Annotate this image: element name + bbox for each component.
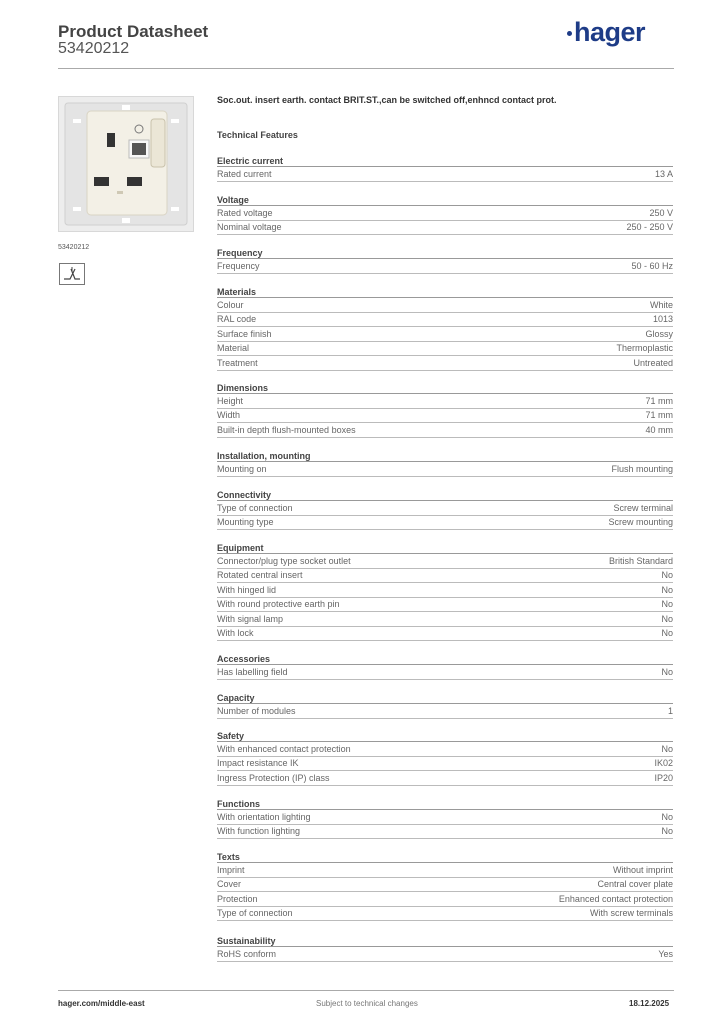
footer-website: hager.com/middle-east [58,999,145,1008]
dimmer-symbol-icon [59,263,85,285]
spec-label: Number of modules [217,705,296,716]
spec-row [217,259,673,274]
spec-row [217,907,673,922]
spec-value: No [661,666,673,677]
spec-label: Protection [217,893,258,904]
section-title: Materials [217,286,673,298]
spec-row [217,356,673,371]
spec-row [217,313,673,328]
spec-row [217,501,673,516]
logo-text: hager [574,17,646,47]
spec-label: Rated current [217,168,272,179]
spec-label: Rated voltage [217,207,273,218]
spec-row [217,878,673,893]
spec-section [217,798,673,839]
spec-label: Surface finish [217,328,272,339]
product-description: Soc.out. insert earth. contact BRIT.ST.,can be switched off,enhncd contact prot. [217,95,557,105]
spec-label: Ingress Protection (IP) class [217,772,330,783]
spec-value: Screw mounting [608,517,673,528]
header-divider [58,68,674,69]
spec-value: 250 - 250 V [626,222,673,233]
section-title: Safety [217,730,673,742]
spec-label: Imprint [217,864,245,875]
spec-label: Material [217,343,250,354]
spec-row [217,327,673,342]
spec-label: Cover [217,879,242,890]
spec-row [217,394,673,409]
spec-label: RAL code [217,314,257,325]
section-title: Accessories [217,653,673,665]
technical-features-heading: Technical Features [217,130,298,140]
spec-row [217,612,673,627]
spec-value: Flush mounting [611,463,673,474]
spec-value: 13 A [654,168,673,179]
spec-row [217,757,673,772]
spec-label: Colour [217,299,244,310]
spec-row [217,810,673,825]
spec-row [217,825,673,840]
spec-value: No [661,613,673,624]
spec-value: No [661,743,673,754]
section-title: Capacity [217,692,673,704]
spec-row [217,569,673,584]
spec-value: 40 mm [645,424,673,435]
spec-row [217,206,673,221]
spec-value: No [661,826,673,837]
footer-date: 18.12.2025 [629,999,670,1008]
spec-section [217,382,673,438]
section-title: Dimensions [217,382,673,394]
section-title: Sustainability [217,935,673,947]
spec-label: Treatment [217,357,258,368]
page-title: Product Datasheet [58,22,209,41]
spec-row [217,221,673,236]
spec-value: Enhanced contact protection [558,893,673,904]
spec-label: With lock [217,628,254,639]
spec-section [217,286,673,371]
spec-label: RoHS conform [217,948,277,959]
spec-row [217,583,673,598]
spec-row [217,167,673,182]
spec-label: With function lighting [217,826,301,837]
logo-dot-icon [567,31,572,36]
spec-label: Width [217,410,241,421]
spec-value: British Standard [608,555,673,566]
spec-row [217,742,673,757]
spec-value: Glossy [645,328,673,339]
hager-logo [567,17,645,48]
product-image [58,96,194,232]
spec-value: Untreated [633,357,673,368]
spec-row [217,409,673,424]
spec-value: 1013 [652,314,673,325]
spec-value: Thermoplastic [616,343,673,354]
spec-value: IK02 [654,758,673,769]
spec-label: Connector/plug type socket outlet [217,555,351,566]
spec-row [217,704,673,719]
photo-caption: 53420212 [58,244,90,251]
spec-value: No [661,628,673,639]
spec-row [217,462,673,477]
spec-label: Has labelling field [217,666,288,677]
spec-value: No [661,584,673,595]
section-title: Electric current [217,155,673,167]
spec-row [217,892,673,907]
spec-label: Mounting type [217,517,274,528]
spec-value: Central cover plate [597,879,673,890]
spec-label: Type of connection [217,502,293,513]
spec-section [217,935,673,962]
spec-value: 71 mm [645,395,673,406]
spec-value: Without imprint [612,864,673,875]
spec-label: Mounting on [217,463,267,474]
spec-label: Built-in depth flush-mounted boxes [217,424,356,435]
spec-value: 250 V [649,207,673,218]
spec-section [217,489,673,530]
spec-value: White [649,299,673,310]
spec-label: Frequency [217,260,260,271]
section-title: Equipment [217,542,673,554]
spec-row [217,298,673,313]
spec-row [217,771,673,786]
footer-divider [58,990,674,991]
spec-section [217,194,673,235]
spec-row [217,342,673,357]
spec-value: Yes [658,948,673,959]
spec-label: Height [217,395,244,406]
spec-section [217,450,673,477]
section-title: Connectivity [217,489,673,501]
spec-section [217,851,673,921]
spec-label: With enhanced contact protection [217,743,351,754]
spec-section [217,247,673,274]
spec-row [217,423,673,438]
section-title: Frequency [217,247,673,259]
spec-value: Screw terminal [613,502,673,513]
product-code: 53420212 [58,40,130,57]
spec-row [217,516,673,531]
spec-value: 1 [667,705,673,716]
spec-row [217,598,673,613]
spec-value: 50 - 60 Hz [631,260,673,271]
spec-section [217,692,673,719]
spec-value: IP20 [654,772,673,783]
spec-label: With orientation lighting [217,811,311,822]
spec-value: No [661,570,673,581]
spec-section [217,542,673,641]
spec-value: No [661,599,673,610]
spec-section [217,730,673,786]
spec-label: With round protective earth pin [217,599,340,610]
spec-label: Type of connection [217,908,293,919]
spec-label: Nominal voltage [217,222,282,233]
spec-label: With hinged lid [217,584,277,595]
spec-row [217,947,673,962]
spec-row [217,665,673,680]
spec-section [217,155,673,182]
section-title: Texts [217,851,673,863]
spec-row [217,627,673,642]
section-title: Functions [217,798,673,810]
spec-label: With signal lamp [217,613,284,624]
section-title: Installation, mounting [217,450,673,462]
spec-value: 71 mm [645,410,673,421]
spec-section [217,653,673,680]
section-title: Voltage [217,194,673,206]
spec-label: Impact resistance IK [217,758,299,769]
spec-row [217,863,673,878]
spec-row [217,554,673,569]
spec-value: No [661,811,673,822]
spec-value: With screw terminals [589,908,673,919]
footer-notice: Subject to technical changes [316,999,418,1008]
spec-label: Rotated central insert [217,570,303,581]
